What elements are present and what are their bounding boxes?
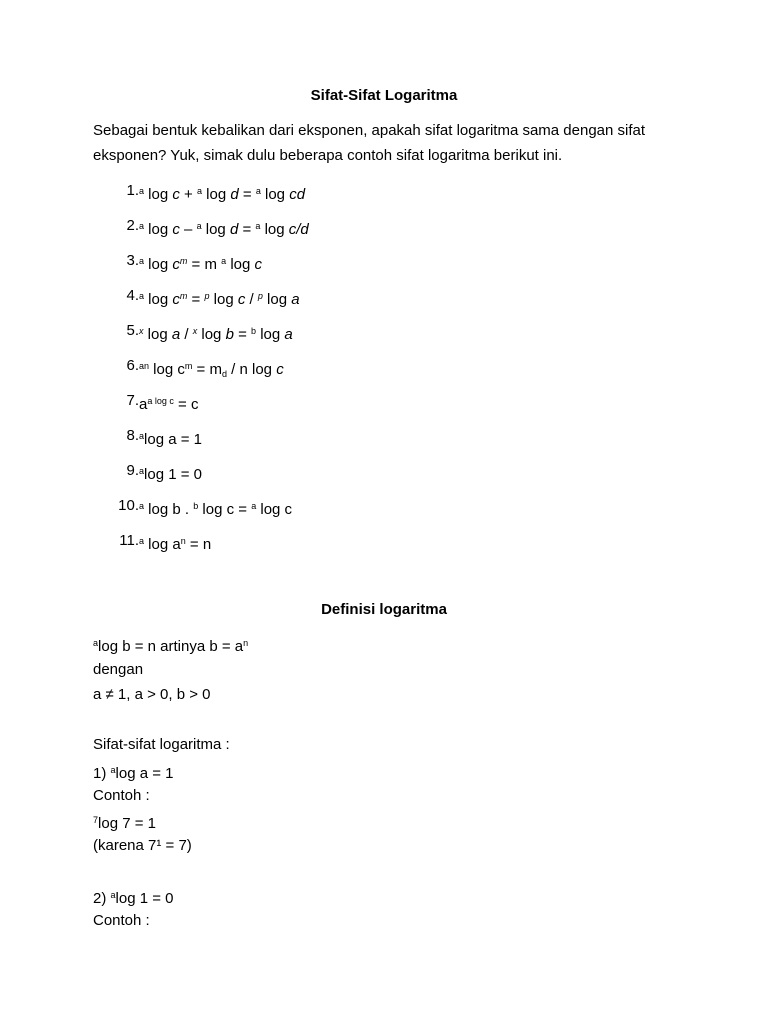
formula-3: $^a$ $\log c^m = m$ $^a$ log c bbox=[139, 256, 263, 273]
property-list bbox=[93, 180, 309, 565]
item-number: 10. bbox=[118, 497, 139, 514]
heading-sifat-logaritma: Sifat-Sifat Logaritma bbox=[310, 87, 458, 104]
list-item bbox=[93, 180, 306, 215]
property-1-base: a bbox=[110, 765, 116, 775]
list-item bbox=[93, 460, 202, 495]
item-number: 2. bbox=[126, 217, 139, 234]
formula-5: $^x$ log a / $^x$ log b = $^b$ log a bbox=[139, 326, 293, 343]
formula-7: $a^{a log c} = c$ bbox=[139, 396, 199, 413]
definition-text: log b = n artinya b = a bbox=[98, 638, 244, 655]
properties-title: Sifat-sifat logaritma : bbox=[93, 736, 230, 753]
list-item bbox=[93, 250, 263, 285]
list-item bbox=[93, 355, 284, 390]
list-item bbox=[93, 425, 202, 460]
property-2-base: a bbox=[110, 890, 116, 900]
heading-definisi: Definisi logaritma bbox=[321, 601, 447, 618]
item-number: 7. bbox=[126, 392, 139, 409]
item-number: 6. bbox=[126, 357, 139, 374]
item-number: 9. bbox=[126, 462, 139, 479]
property-1-text: log a = 1 bbox=[115, 765, 174, 782]
property-1 bbox=[93, 758, 174, 783]
formula-11: $^a$ $\log a^n = n$ bbox=[139, 536, 212, 553]
item-number: 3. bbox=[126, 252, 139, 269]
formula-6: $^{an}$ $\log c^m = m_d / n$ log c bbox=[139, 361, 284, 379]
example-1 bbox=[93, 808, 156, 833]
item-number: 11. bbox=[119, 532, 139, 549]
list-item bbox=[93, 390, 199, 425]
formula-1: $^a$ log c + $^a$ log d = $^a$ log cd bbox=[139, 186, 306, 203]
item-number: 4. bbox=[126, 287, 139, 304]
property-2 bbox=[93, 883, 174, 908]
list-item bbox=[93, 215, 309, 250]
definition-exponent: n bbox=[243, 638, 249, 648]
definition-line bbox=[93, 631, 248, 656]
formula-9: $^a$log 1 = 0 bbox=[139, 466, 202, 483]
example-1-text: log 7 = 1 bbox=[98, 815, 156, 832]
dengan-text: dengan bbox=[93, 661, 144, 678]
property-1-number: 1) bbox=[93, 765, 111, 782]
list-item bbox=[93, 320, 293, 355]
item-number: 5. bbox=[126, 322, 139, 339]
contoh-label-1: Contoh : bbox=[93, 787, 150, 804]
property-2-text: log 1 = 0 bbox=[115, 890, 174, 907]
formula-4: $^a$ $\log c^m = ^p$ log c / $^p$ log a bbox=[139, 291, 300, 308]
item-number: 8. bbox=[126, 427, 139, 444]
formula-8: $^a$log a = 1 bbox=[139, 431, 202, 448]
definition-base: a bbox=[93, 638, 99, 648]
intro-paragraph: Sebagai bentuk kebalikan dari eksponen, apakah sifat logaritma sama dengan sifat eksponen? Yuk, simak dulu beberapa contoh sifat logaritma berikut ini. bbox=[93, 122, 646, 164]
list-item bbox=[93, 530, 212, 565]
item-number: 1. bbox=[126, 182, 139, 199]
list-item bbox=[93, 495, 293, 530]
list-item bbox=[93, 285, 300, 320]
contoh-label-2: Contoh : bbox=[93, 912, 150, 929]
conditions-text: a ≠ 1, a > 0, b > 0 bbox=[93, 686, 211, 703]
formula-10: $^a$ log b . $^b$ log c = $^a$ log c bbox=[139, 501, 293, 518]
example-1-base: 7 bbox=[93, 815, 99, 825]
example-1-note: (karena 7¹ = 7) bbox=[93, 837, 192, 854]
property-2-number: 2) bbox=[93, 890, 111, 907]
formula-2: $^a$ log c – $^a$ log d = $^a$ log c/d bbox=[139, 221, 309, 238]
